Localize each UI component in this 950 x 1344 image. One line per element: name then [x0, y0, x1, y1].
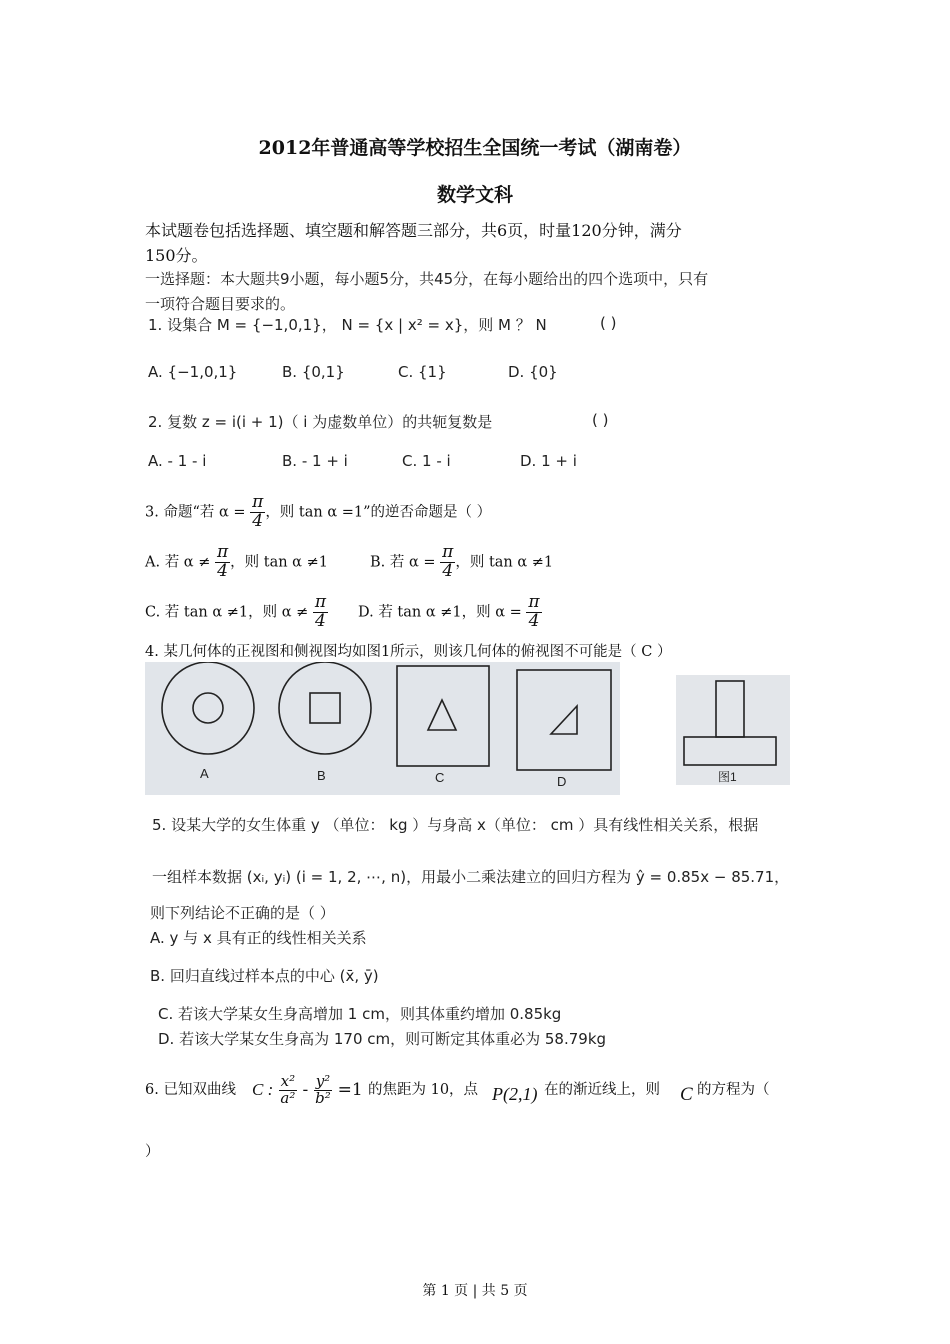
- option-b-label: B: [317, 768, 326, 783]
- page-footer: 第 1 页 | 共 5 页: [422, 1283, 528, 1299]
- option-a-outer-circle: [162, 662, 254, 754]
- q6-curve-name: C: [680, 1084, 693, 1105]
- figure-1-label: 图1: [718, 770, 737, 784]
- fraction-numerator: π: [314, 592, 327, 612]
- q6-stem-post: 的方程为（: [697, 1082, 770, 1098]
- q5-option-a: A. y 与 x 具有正的线性相关关系: [150, 929, 367, 947]
- q3-d-fraction: [526, 594, 541, 631]
- q2-answer-paren: ( ): [592, 411, 609, 429]
- q3-option-a: [145, 544, 328, 581]
- q3-c-fraction: [313, 594, 328, 631]
- option-b-outer-circle: [279, 662, 371, 754]
- q6-stem-mid-2: 在的渐近线上，则: [544, 1082, 660, 1098]
- fraction-numerator: π: [216, 542, 229, 562]
- q6-x-fraction: [279, 1074, 297, 1107]
- option-a-label: A: [200, 766, 209, 781]
- q3-option-d: [358, 594, 542, 631]
- q1-option-d: D. {0}: [508, 363, 558, 381]
- q3-option-b: [370, 544, 553, 581]
- option-b-inner-square: [310, 693, 340, 723]
- fraction-denominator: b²: [315, 1088, 331, 1107]
- fraction-denominator: 4: [528, 610, 540, 631]
- fraction-numerator: x²: [280, 1072, 296, 1090]
- figure-1-vertical-block: [716, 681, 744, 737]
- q6-equation: [252, 1074, 363, 1107]
- q3-b-pre: B. 若 α =: [370, 554, 441, 571]
- q5-line-1: 5. 设某大学的女生体重 y （单位： kg ）与身高 x（单位： cm ）具有线性相关关系，根据: [152, 816, 759, 834]
- q1-option-a: A. {−1,0,1}: [148, 363, 238, 381]
- option-d-label: D: [557, 774, 567, 789]
- q2-option-b: B. - 1 + i: [282, 452, 348, 470]
- q3-stem-fraction: [250, 494, 265, 531]
- q4-options-figure: [145, 662, 620, 795]
- option-c-triangle: [428, 700, 456, 730]
- q3-b-fraction: [440, 544, 455, 581]
- fraction-numerator: π: [442, 542, 454, 562]
- q2-option-d: D. 1 + i: [520, 452, 577, 470]
- q3-b-post: ，则 tan α ≠1: [455, 554, 554, 571]
- q4-stem: 4. 某几何体的正视图和侧视图均如图1所示，则该几何体的俯视图不可能是（ C ）: [145, 644, 672, 660]
- figure-1-base-block: [684, 737, 776, 765]
- q6-minus: -: [297, 1079, 314, 1100]
- option-a-inner-circle: [193, 693, 223, 723]
- q4-figure-1: [676, 675, 790, 785]
- q5-option-b: B. 回归直线过样本点的中心 (x̄, ȳ): [150, 967, 379, 985]
- q6-close-paren: ）: [145, 1144, 160, 1160]
- q1-answer-paren: ( ): [600, 314, 617, 332]
- q6-curve-label: C :: [252, 1079, 274, 1099]
- option-d-right-triangle: [551, 706, 577, 734]
- q2-option-c: C. 1 - i: [402, 452, 451, 470]
- q5-option-d: D. 若该大学某女生身高为 170 cm，则可断定其体重必为 58.79kg: [158, 1030, 607, 1048]
- q5-option-c: C. 若该大学某女生身高增加 1 cm，则其体重约增加 0.85kg: [158, 1005, 562, 1023]
- fraction-denominator: 4: [442, 560, 454, 581]
- fraction-numerator: π: [252, 492, 264, 512]
- q4-options-drawing: [145, 662, 620, 795]
- q3-d-pre: D. 若 tan α ≠1，则 α =: [358, 604, 527, 621]
- option-c-label: C: [435, 770, 445, 785]
- q6-stem-mid: 的焦距为 10，点: [368, 1082, 479, 1098]
- q3-stem: [145, 494, 491, 531]
- fraction-denominator: a²: [280, 1088, 296, 1107]
- q1-option-b: B. {0,1}: [282, 363, 345, 381]
- q3-a-pre: A. 若 α ≠: [145, 554, 215, 571]
- q6-stem-pre: 6. 已知双曲线: [145, 1082, 236, 1098]
- page-title: 2012年普通高等学校招生全国统一考试（湖南卷）: [258, 137, 692, 159]
- intro-line-1: 本试题卷包括选择题、填空题和解答题三部分，共6页，时量120分钟，满分: [145, 221, 682, 240]
- q5-line-2: 一组样本数据 (xᵢ, yᵢ) (i = 1, 2, ⋯, n)，用最小二乘法建立的回归方程为 ŷ = 0.85x − 85.71，: [152, 868, 790, 886]
- q1-stem: 1. 设集合 M = {−1,0,1}， N = {x | x² = x}，则 M ？ N: [148, 316, 547, 334]
- fraction-denominator: 4: [315, 610, 326, 631]
- q3-c-pre: C. 若 tan α ≠1，则 α ≠: [145, 604, 313, 621]
- q3-option-c: [145, 594, 328, 631]
- q3-stem-post: ，则 tan α =1”的逆否命题是（ ）: [265, 504, 492, 521]
- section-line-1: 一选择题：本大题共9小题，每小题5分，共45分，在每小题给出的四个选项中，只有: [145, 270, 709, 288]
- q3-stem-pre: 3. 命题“若 α =: [145, 504, 251, 521]
- q3-a-fraction: [215, 544, 230, 581]
- intro-line-2: 150分。: [145, 246, 208, 265]
- fraction-numerator: y²: [315, 1072, 331, 1090]
- q2-option-a: A. - 1 - i: [148, 452, 207, 470]
- q6-y-fraction: [314, 1074, 333, 1107]
- q6-equals-one: =1: [332, 1079, 363, 1100]
- q5-line-3: 则下列结论不正确的是（ ）: [150, 904, 335, 922]
- section-line-2: 一项符合题目要求的。: [145, 295, 296, 313]
- option-c-square: [397, 666, 489, 766]
- fraction-denominator: 4: [252, 510, 264, 531]
- q3-a-post: ，则 tan α ≠1: [230, 554, 328, 571]
- fraction-denominator: 4: [217, 560, 228, 581]
- fraction-numerator: π: [528, 592, 540, 612]
- q1-option-c: C. {1}: [398, 363, 447, 381]
- page-subtitle: 数学文科: [436, 184, 513, 206]
- q6-point: P(2,1): [492, 1084, 538, 1104]
- q2-stem: 2. 复数 z = i(i + 1)（ i 为虚数单位）的共轭复数是: [148, 413, 493, 431]
